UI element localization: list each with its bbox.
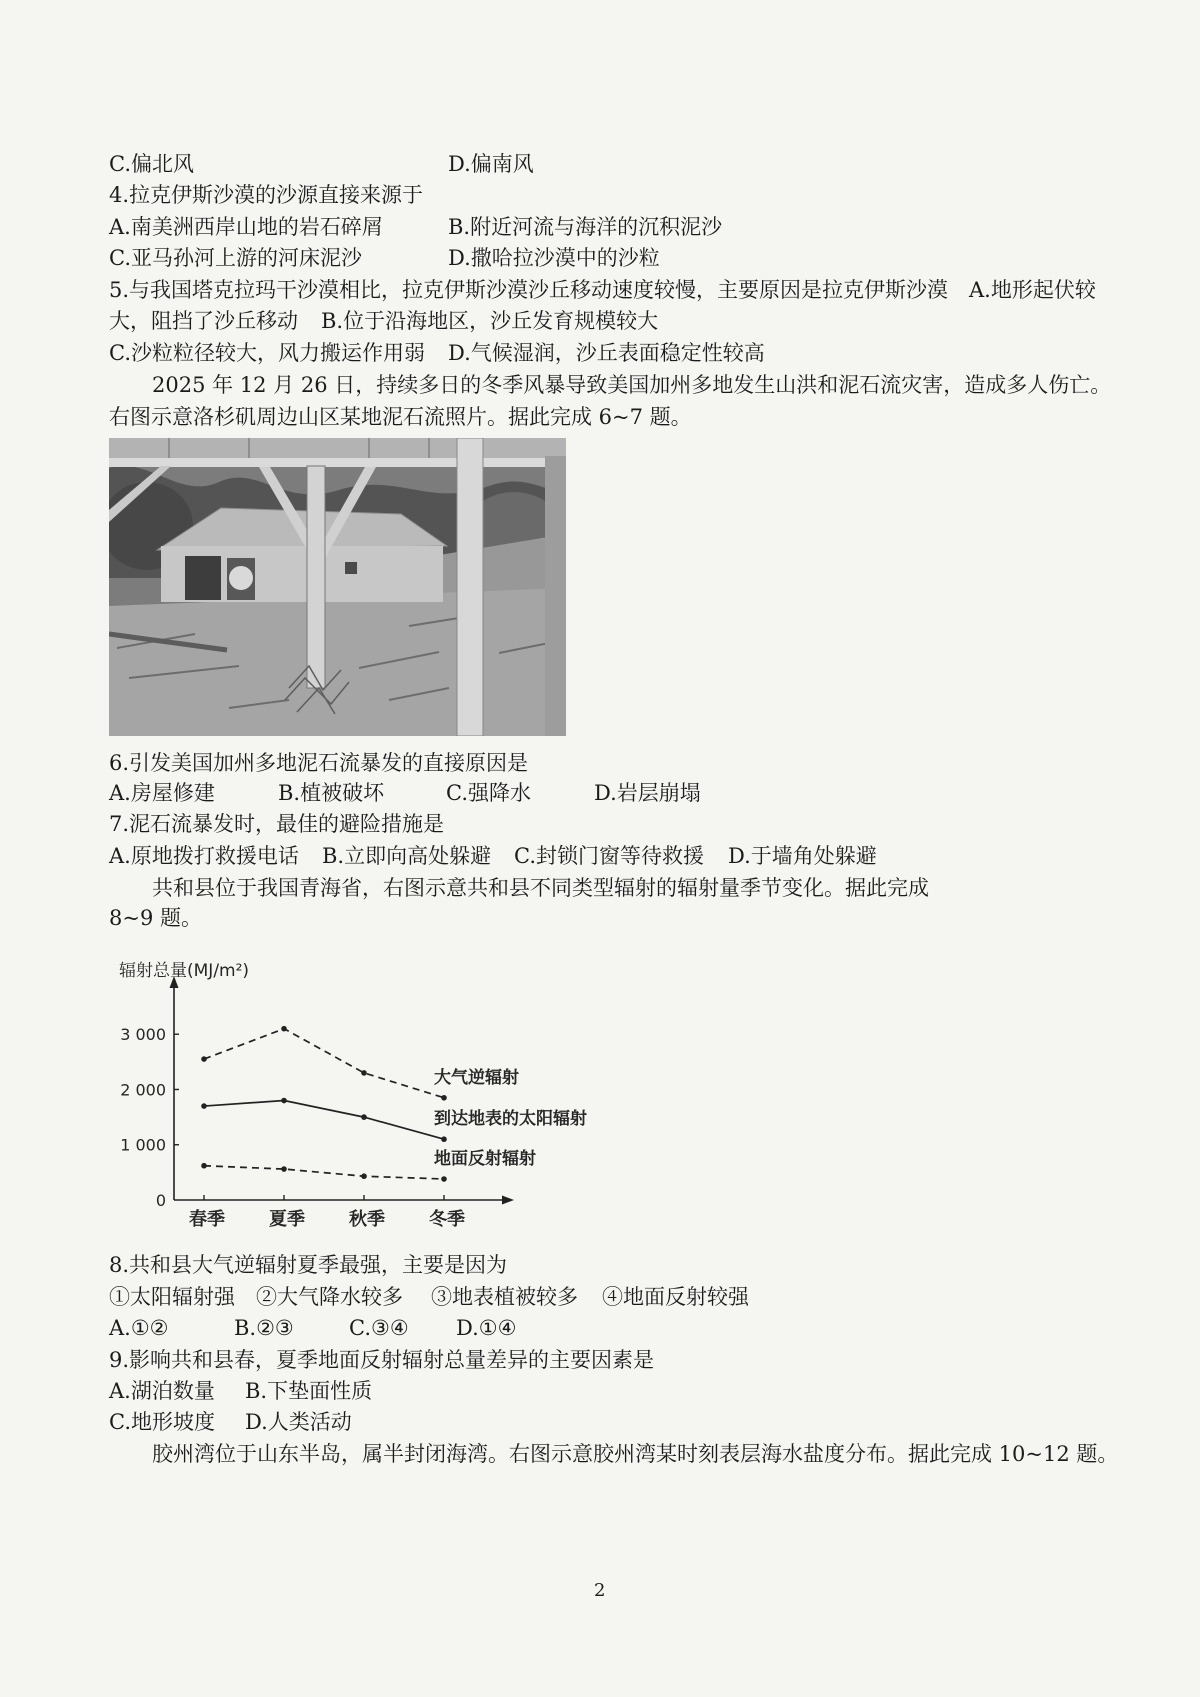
mudflow-photo: [109, 438, 566, 736]
q9-option-d: D.人类活动: [245, 1410, 352, 1434]
data-point: [441, 1136, 447, 1142]
x-tick-label: 夏季: [269, 1209, 305, 1230]
series-line-0: [204, 1029, 444, 1098]
q5-option-c: C.沙粒粒径较大，风力搬运作用弱: [109, 341, 425, 365]
passage-8-9-line1: 共和县位于我国青海省，右图示意共和县不同类型辐射的辐射量季节变化。据此完成: [152, 876, 929, 900]
y-tick-label: 0: [155, 1191, 166, 1210]
carport-roof: [109, 438, 566, 460]
passage-6-7-line2: 右图示意洛杉矶周边山区某地泥石流照片。据此完成 6~7 题。: [109, 405, 692, 429]
carport-beam: [109, 458, 566, 467]
data-point: [441, 1176, 447, 1182]
mud-ground: [109, 588, 566, 736]
data-point: [441, 1095, 447, 1101]
page-number: 2: [594, 1580, 606, 1601]
y-tick-label: 1 000: [120, 1135, 166, 1155]
house-window: [345, 562, 357, 574]
data-point: [361, 1070, 367, 1076]
q7-option-b: B.立即向高处躲避: [322, 844, 492, 868]
q5-stem: 5.与我国塔克拉玛干沙漠相比，拉克伊斯沙漠沙丘移动速度较慢，主要原因是拉克伊斯沙漠: [109, 278, 949, 302]
q4-option-d: D.撒哈拉沙漠中的沙粒: [448, 246, 660, 270]
q3-option-c: C.偏北风: [109, 152, 194, 176]
q9-option-a: A.湖泊数量: [109, 1379, 215, 1403]
support-pillar: [457, 438, 483, 736]
q8-statement-1: ①太阳辐射强: [109, 1285, 235, 1309]
x-tick-label: 冬季: [429, 1209, 465, 1230]
q8-statement-2: ②大气降水较多: [256, 1285, 403, 1309]
wooden-post: [307, 466, 325, 688]
q6-option-b: B.植被破坏: [278, 781, 385, 805]
q9-option-c: C.地形坡度: [109, 1410, 215, 1434]
q7-option-c: C.封锁门窗等待救援: [514, 844, 704, 868]
frame-post-right: [545, 456, 566, 736]
q8-statement-3: ③地表植被较多: [431, 1285, 578, 1309]
y-tick-label: 3 000: [120, 1025, 166, 1045]
q4-option-c: C.亚马孙河上游的河床泥沙: [109, 246, 362, 270]
passage-8-9-line2: 8~9 题。: [109, 906, 202, 930]
series-label: 地面反射辐射: [434, 1149, 536, 1169]
y-tick-label: 2 000: [120, 1080, 166, 1100]
series-line-2: [204, 1166, 444, 1179]
data-point: [361, 1173, 367, 1179]
passage-6-7-line1: 2025 年 12 月 26 日，持续多日的冬季风暴导致美国加州多地发生山洪和泥石流灾害，造成多人伤亡。: [152, 373, 1112, 397]
q6-option-c: C.强降水: [446, 781, 531, 805]
y-axis-label: 辐射总量(MJ/m²): [119, 961, 250, 981]
q4-option-b: B.附近河流与海洋的沉积泥沙: [448, 215, 723, 239]
q8-option-a: A.①②: [109, 1316, 169, 1340]
round-tank: [229, 566, 253, 590]
series-label: 到达地表的太阳辐射: [434, 1109, 587, 1130]
q8-option-d: D.①④: [456, 1316, 517, 1340]
q5-option-a-start: A.地形起伏较: [969, 278, 1096, 302]
q8-stem: 8.共和县大气逆辐射夏季最强，主要是因为: [109, 1253, 508, 1277]
q9-option-b: B.下垫面性质: [245, 1379, 373, 1403]
q8-option-b: B.②③: [234, 1316, 294, 1340]
data-point: [281, 1026, 287, 1032]
garage-opening: [185, 556, 221, 600]
q8-statement-4: ④地面反射较强: [602, 1285, 749, 1309]
q6-stem: 6.引发美国加州多地泥石流暴发的直接原因是: [109, 751, 529, 775]
q8-option-c: C.③④: [349, 1316, 409, 1340]
data-point: [281, 1098, 287, 1104]
data-point: [361, 1114, 367, 1120]
x-axis-arrow: [502, 1196, 514, 1205]
series-line-1: [204, 1101, 444, 1140]
q5-option-b: B.位于沿海地区，沙丘发育规模较大: [321, 309, 659, 333]
q9-stem: 9.影响共和县春，夏季地面反射辐射总量差异的主要因素是: [109, 1348, 655, 1372]
q5-option-a-end: 大，阻挡了沙丘移动: [109, 309, 298, 333]
q5-option-d: D.气候湿润，沙丘表面稳定性较高: [448, 341, 765, 365]
q6-option-a: A.房屋修建: [109, 781, 215, 805]
passage-10-12-line1: 胶州湾位于山东半岛，属半封闭海湾。右图示意胶州湾某时刻表层海水盐度分布。据此完成 10~12 题。: [152, 1442, 1119, 1466]
data-point: [281, 1166, 287, 1172]
x-tick-label: 春季: [189, 1209, 225, 1230]
q7-option-d: D.于墙角处躲避: [728, 844, 877, 868]
data-point: [201, 1056, 207, 1062]
q6-option-d: D.岩层崩塌: [594, 781, 701, 805]
q4-stem: 4.拉克伊斯沙漠的沙源直接来源于: [109, 183, 424, 207]
q7-stem: 7.泥石流暴发时，最佳的避险措施是: [109, 812, 445, 836]
data-point: [201, 1103, 207, 1109]
series-label: 大气逆辐射: [434, 1067, 519, 1088]
data-point: [201, 1163, 207, 1169]
q7-option-a: A.原地拨打救援电话: [109, 844, 299, 868]
q4-option-a: A.南美洲西岸山地的岩石碎屑: [109, 215, 383, 239]
q3-option-d: D.偏南风: [448, 152, 534, 176]
x-tick-label: 秋季: [349, 1209, 385, 1230]
radiation-seasonal-chart: [100, 960, 640, 1240]
